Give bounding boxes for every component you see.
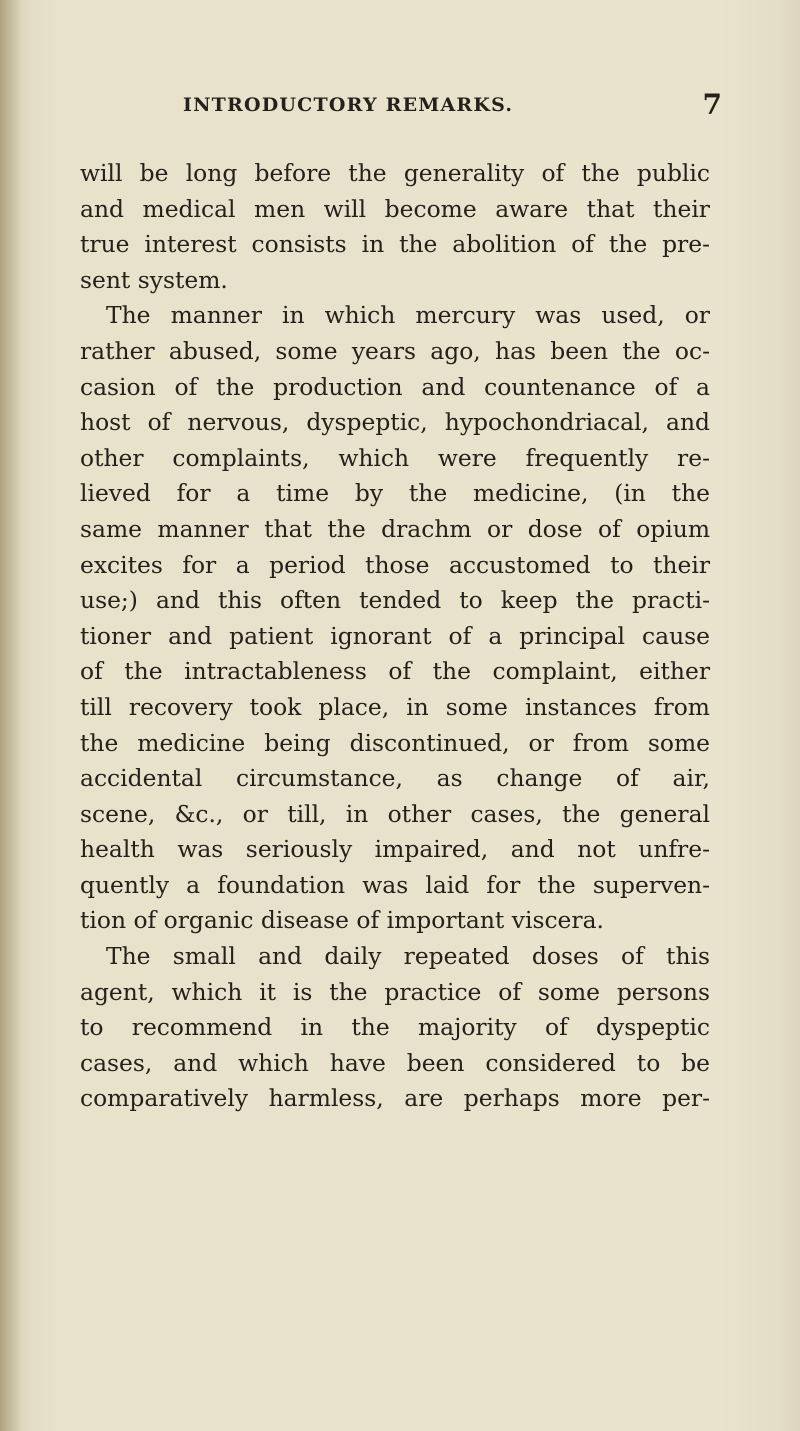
text-line: accidental circumstance, as change of air, [80, 764, 710, 793]
text-line: true interest consists in the abolition of the pre- [80, 230, 710, 259]
text-line: same manner that the drachm or dose of opium [80, 514, 710, 543]
text-line: till recovery took place, in some instances from [80, 692, 710, 721]
text-line: tioner and patient ignorant of a principal cause [80, 621, 710, 650]
running-title: INTRODUCTORY REMARKS. [183, 94, 514, 116]
text-line: to recommend in the majority of dyspeptic [80, 1013, 710, 1042]
text-line: scene, &c., or till, in other cases, the general [80, 799, 710, 828]
page-header [80, 88, 722, 132]
text-line: quently a foundation was laid for the superven- [80, 870, 710, 899]
text-line: casion of the production and countenance of a [80, 372, 710, 401]
text-line: other complaints, which were frequently re- [80, 443, 710, 472]
text-line: rather abused, some years ago, has been the oc- [80, 336, 710, 365]
text-line: health was seriously impaired, and not unfre- [80, 835, 710, 864]
text-line: lieved for a time by the medicine, (in the [80, 479, 710, 508]
body-text [80, 156, 710, 1117]
text-line: of the intractableness of the complaint, either [80, 657, 710, 686]
text-line: the medicine being discontinued, or from some [80, 728, 710, 757]
text-line: will be long before the generality of the public [80, 159, 710, 187]
text-line: cases, and which have been considered to be [80, 1048, 710, 1077]
text-line: sent system. [80, 265, 228, 294]
text-line: comparatively harmless, are perhaps more per- [80, 1084, 710, 1113]
text-line: tion of organic disease of important viscera. [80, 906, 604, 935]
text-line: excites for a period those accustomed to their [80, 550, 710, 579]
page-number: 7 [702, 88, 722, 121]
text-line: and medical men will become aware that their [80, 194, 710, 223]
text-line: use;) and this often tended to keep the practi- [80, 586, 710, 615]
text-line: host of nervous, dyspeptic, hypochondriacal, and [80, 408, 710, 437]
paragraph-first-line: The small and daily repeated doses of this [106, 942, 710, 971]
paragraph-first-line: The manner in which mercury was used, or [106, 301, 710, 330]
text-line: agent, which it is the practice of some persons [80, 977, 710, 1006]
